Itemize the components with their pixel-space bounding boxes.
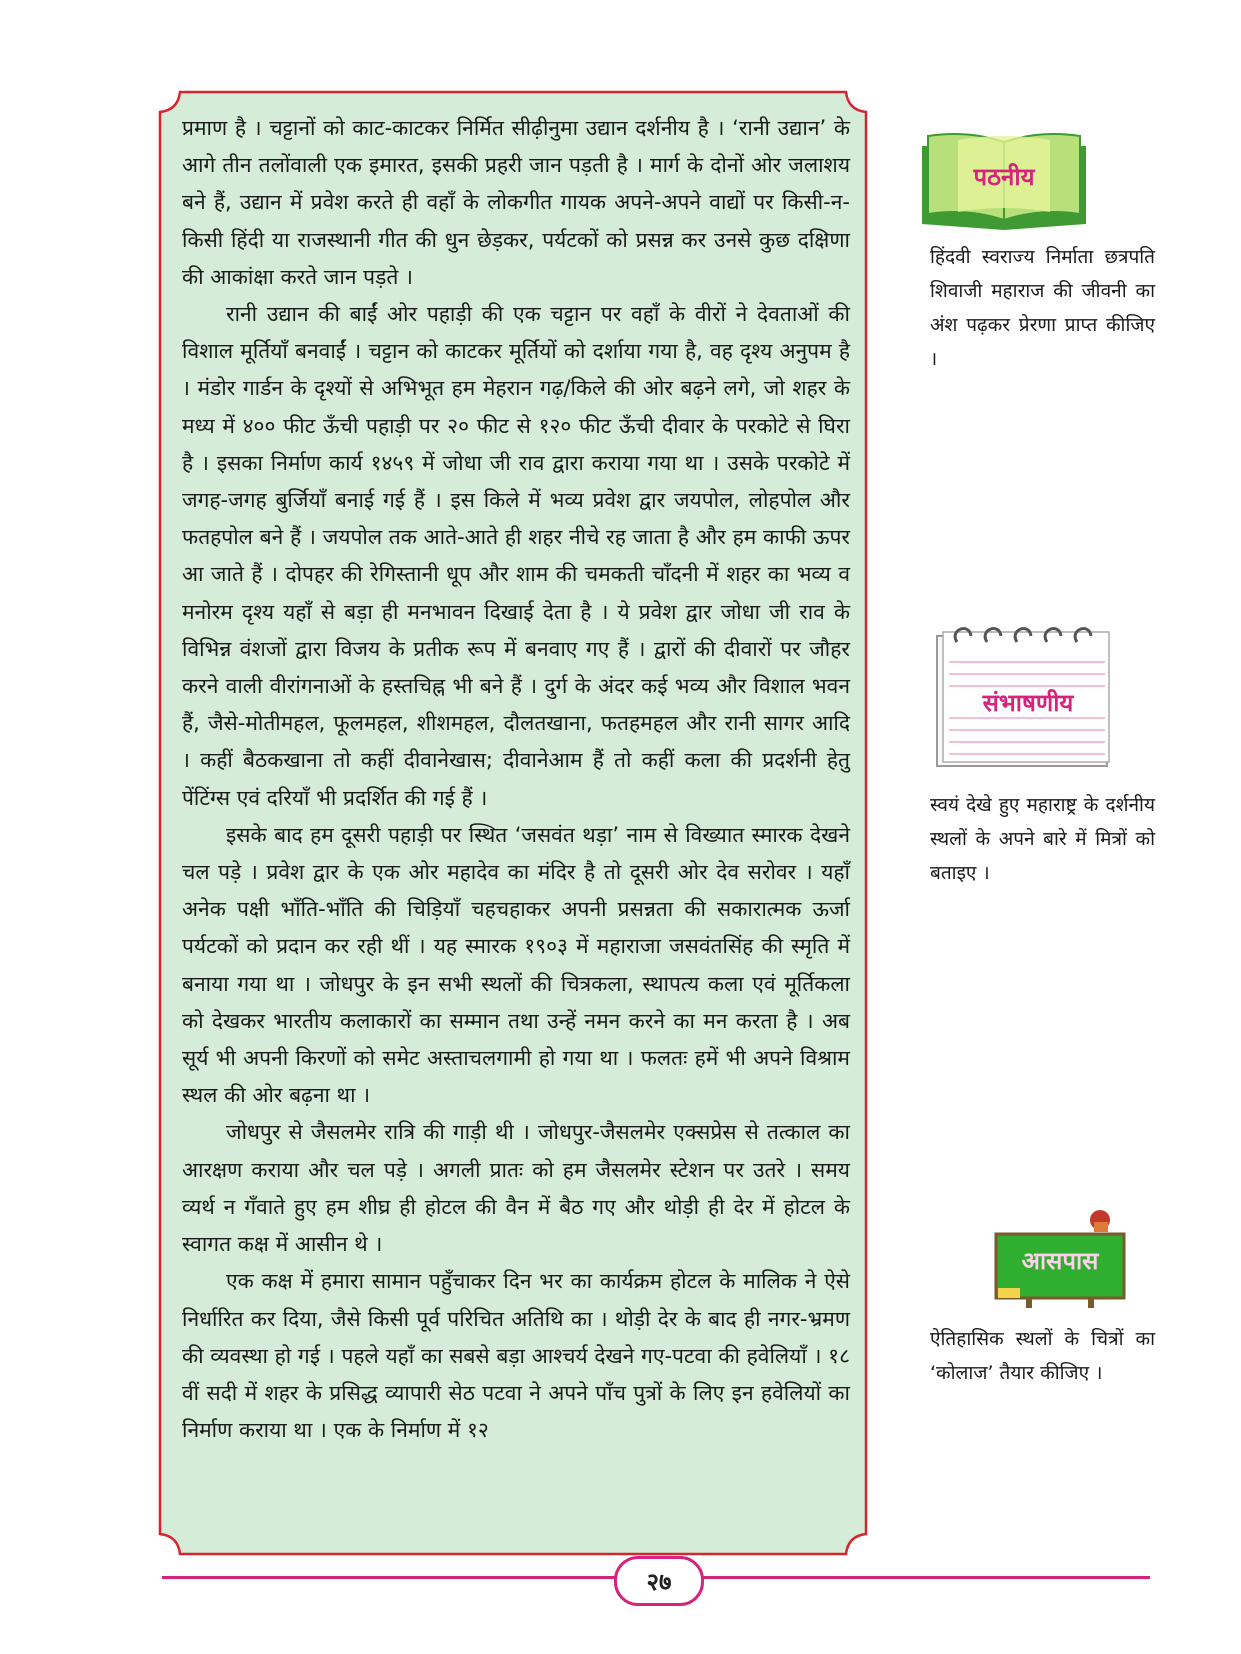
sambhashaniya-text: स्वयं देखे हुए महाराष्ट्र के दर्शनीय स्थलों के अपने बारे में मित्रों को बताइए । <box>930 794 1155 884</box>
paragraph: इसके बाद हम दूसरी पहाड़ी पर स्थित ‘जसवंत थड़ा’ नाम से विख्यात स्मारक देखने चल पड़े । प्रवेश द्वार के एक ओर महादेव का मंदिर है तो दूसरी ओर देव सरोवर । यहाँ अनेक पक्षी भाँति-भाँति की चिड़ियाँ चहचहाकर अपनी प्रसन्नता की सकारात्मक ऊर्जा पर्यटकों को प्रदान कर रही थीं । यह स्मारक १९०३ में महाराजा जसवंतसिंह की स्मृति में बनाया गया था । जोधपुर के इन सभी स्थलों की चित्रकला, स्थापत्य कला एवं मूर्तिकला को देखकर भारतीय कलाकारों का सम्मान तथा उन्हें नमन करने का मन करता है । अब सूर्य भी अपनी किरणों को समेट अस्ताचलगामी हो गया था । फलतः हमें भी अपने विश्राम स्थल की ओर बढ़ना था । <box>182 822 850 1108</box>
paragraph: रानी उद्यान की बाईं ओर पहाड़ी की एक चट्टान पर वहाँ के वीरों ने देवताओं की विशाल मूर्तियाँ बनवाईं । चट्टान को काटकर मूर्तियों को दर्शाया गया है, वह दृश्य अनुपम है । मंडोर गार्डन के दृश्यों से अभिभूत हम मेहरान गढ़/किले की ओर बढ़ने लगे, जो शहर के मध्य में ४०० फीट ऊँची पहाड़ी पर २० फीट से १२० फीट ऊँची दीवार के परकोटे से घिरा है । इसका निर्माण कार्य १४५९ में जोधा जी राव द्वारा कराया गया था । उसके परकोटे में जगह-जगह बुर्जियाँ बनाई गई हैं । इस किले में भव्य प्रवेश द्वार जयपोल, लोहपोल और फतहपोल बने हैं । जयपोल तक आते-आते ही शहर नीचे रह जाता है और हम काफी ऊपर आ जाते हैं । दोपहर की रेगिस्तानी धूप और शाम की चमकती चाँदनी में शहर का भव्य व मनोरम दृश्य यहाँ से बड़ा ही मनभावन दिखाई देता है । ये प्रवेश द्वार जोधा जी राव के विभिन्न वंशजों द्वारा विजय के प्रतीक रूप में बनवाए गए हैं । द्वारों की दीवारों पर जौहर करने वाली वीरांगनाओं के हस्तचिह्न भी बने हैं । दुर्ग के अंदर कई भव्य और विशाल भवन हैं, जैसे-मोतीमहल, फूलमहल, शीशमहल, दौलतखाना, फतहमहल और रानी सागर आदि । कहीं बैठकखाना तो कहीं दीवानेखास; दीवानेआम हैं तो कहीं कला की प्रदर्शनी हेतु पेंटिंग्स एवं दरियाँ भी प्रदर्शित की गई हैं । <box>182 302 850 810</box>
pathniya-text: हिंदवी स्वराज्य निर्माता छत्रपति शिवाजी महाराज की जीवनी का अंश पढ़कर प्रेरणा प्राप्त कीजिए । <box>930 246 1155 370</box>
sambhashaniya-label: संभाषणीय <box>982 689 1074 717</box>
paragraph: जोधपुर से जैसलमेर रात्रि की गाड़ी थी । जोधपुर-जैसलमेर एक्सप्रेस से तत्काल का आरक्षण कराया और चल पड़े । अगली प्रातः को हम जैसलमेर स्टेशन पर उतरे । समय व्यर्थ न गँवाते हुए हम शीघ्र ही होटल की वैन में बैठ गए और थोड़ी ही देर में होटल के स्वागत कक्ष में आसीन थे । <box>182 1120 850 1257</box>
aaspaas-label: आसपास <box>1021 1247 1099 1275</box>
page-number: २७ <box>614 1556 704 1606</box>
open-book-icon <box>918 128 1090 234</box>
article-text <box>182 110 850 1449</box>
aaspaas-text: ऐतिहासिक स्थलों के चित्रों का ‘कोलाज’ तैयार कीजिए । <box>930 1328 1155 1384</box>
paragraph: एक कक्ष में हमारा सामान पहुँचाकर दिन भर का कार्यक्रम होटल के मालिक ने ऐसे निर्धारित कर दिया, जैसे किसी पूर्व परिचित अतिथि का । थोड़ी देर के बाद ही नगर-भ्रमण की व्यवस्था हो गई । पहले यहाँ का सबसे बड़ा आश्चर्य देखने गए-पटवा की हवेलियाँ । १८ वीं सदी में शहर के प्रसिद्ध व्यापारी सेठ पटवा ने अपने पाँच पुत्रों के लिए इन हवेलियों का निर्माण कराया था । एक के निर्माण में १२ <box>182 1269 850 1443</box>
notebook-icon <box>935 622 1115 770</box>
paragraph: प्रमाण है । चट्टानों को काट-काटकर निर्मित सीढ़ीनुमा उद्यान दर्शनीय है । ‘रानी उद्यान’ के आगे तीन तलोंवाली एक इमारत, इसकी प्रहरी जान पड़ती है । मार्ग के दोनों ओर जलाशय बने हैं, उद्यान में प्रवेश करते ही वहाँ के लोकगीत गायक अपने-अपने वाद्यों पर किसी-न-किसी हिंदी या राजस्थानी गीत की धुन छेड़कर, पर्यटकों को प्रसन्न कर उनसे कुछ दक्षिणा की आकांक्षा करते जान पड़ते । <box>182 116 850 289</box>
board-icon <box>990 1208 1130 1308</box>
pathniya-label: पठनीय <box>973 163 1035 191</box>
main-text-frame <box>158 90 868 1556</box>
